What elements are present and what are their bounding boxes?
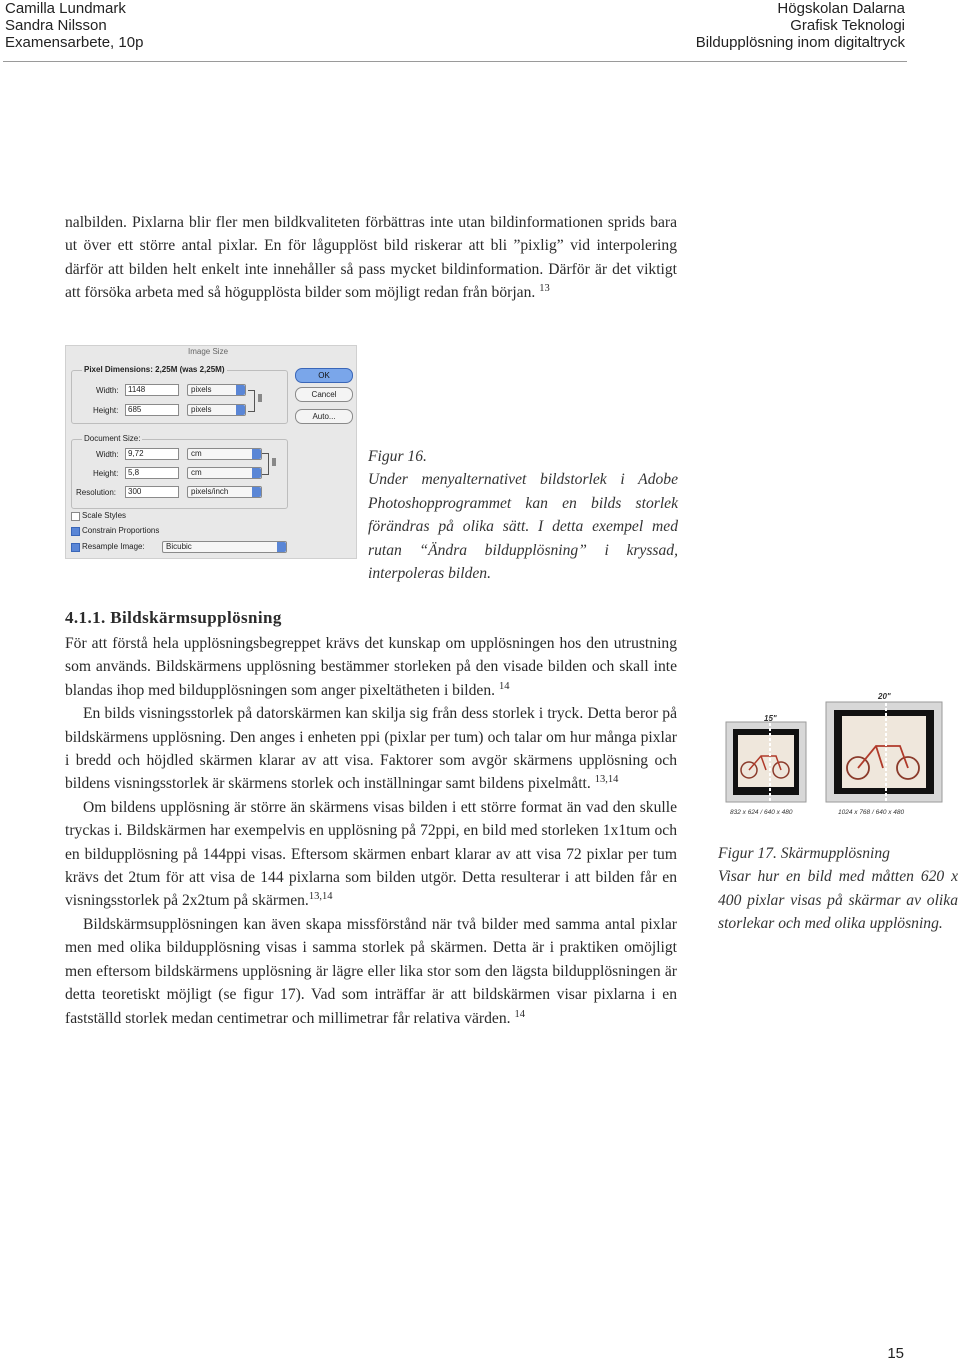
paragraph-2: En bilds visningsstorlek på datorskärmen kan skilja sig från dess storlek i tryck. Detta beror på bildskärmens upplösning. Den anges i enheten ppi (pixlar per tum) och talar om hur många pixlar i bredd och höjdled skärmen klarar av att visa. Faktorer som avgör skärmens upplösning och bildens visningsstorlek är skärmens storlek och inställningar samt bildens pixelmått. $^{13,14}$ [65, 705, 677, 793]
intro-paragraph [65, 211, 677, 305]
resample-label: Resample Image: [82, 542, 145, 551]
header-right [696, 0, 905, 51]
doc-width-label: Width: [96, 450, 119, 459]
page-number: 15 [887, 1345, 904, 1362]
small-monitor [726, 722, 806, 802]
doc-link-bracket-icon [262, 453, 269, 475]
resample-checkbox[interactable] [71, 543, 80, 552]
doc-height-input[interactable]: 5,8 [125, 467, 179, 479]
width-unit-select[interactable]: pixels [187, 384, 246, 396]
cancel-button[interactable]: Cancel [295, 387, 353, 402]
dialog-title: Image Size [188, 347, 229, 356]
small-monitor-size: 15" [764, 714, 777, 723]
auto-button[interactable]: Auto... [295, 409, 353, 424]
paragraph-1: För att förstå hela upplösningsbegreppet krävs det kunskap om upplösningen hos den utrustning som används. Bildskärmens upplösning bestämmer storleken på den visade bilden och skall inte blandas ihop med bildupplösningen som anger pixeltätheten i bilden. $^{14}$ [65, 635, 677, 699]
scale-styles-checkbox[interactable] [71, 512, 80, 521]
figure16-text: Under menyalternativet bildstorlek i Adobe Photoshopprogrammet kan en bilds storlek förändras på olika sätt. I detta exempel med rutan “Ändra bildupplösning” i kryssad, interpoleras bilden. [368, 471, 678, 583]
small-monitor-resolution: 832 x 624 / 640 x 480 [730, 809, 793, 816]
resolution-input[interactable]: 300 [125, 486, 179, 498]
school: Högskolan Dalarna [777, 0, 905, 17]
image-size-dialog [65, 345, 357, 559]
width-input[interactable]: 1148 [125, 384, 179, 396]
section-body [65, 632, 677, 1030]
paragraph-2-ref: 13,14 [594, 774, 619, 786]
figure17-caption [718, 842, 958, 936]
paragraph-4-ref: 14 [514, 1008, 525, 1020]
doc-height-unit-select[interactable]: cm [187, 467, 262, 479]
figure17-label: Figur 17. Skärmupplösning [718, 845, 890, 862]
intro-ref: 13 [539, 283, 550, 295]
paragraph-3-ref: 13,14 [308, 891, 333, 903]
figure16-caption [368, 445, 678, 585]
thesis-title: Bildupplösning inom digitaltryck [695, 34, 905, 51]
scale-styles-label: Scale Styles [82, 511, 127, 520]
paragraph-4: Bildskärmsupplösningen kan även skapa missförstånd när två bilder med samma antal pixlar men med olika bildupplösning visas i samma storlek på skärmen. Detta är i praktiken omöjligt men eftersom bildskärmens upplösning är lägre eller lika stor som den lägsta bildupplösningen är detta teoretiskt möjligt (se figur 17). Vad som inträffar är att bildskärmen visar pixlarna i en fastställd storlek medan centimetrar och millimetrar får relativa värden. $^{14}$ [65, 915, 677, 1027]
height-label: Height: [93, 406, 119, 415]
course: Examensarbete, 10p [5, 34, 144, 51]
pixel-dimensions-group [71, 370, 288, 424]
figure16-label: Figur 16. [368, 448, 427, 465]
author-1: Camilla Lundmark [5, 0, 126, 17]
doc-chain-icon [272, 458, 276, 466]
width-label: Width: [96, 386, 119, 395]
doc-width-input[interactable]: 9,72 [125, 448, 179, 460]
intro-text: nalbilden. Pixlarna blir fler men bildkvaliteten förbättras inte utan bildinformationen sprids bara ut över ett större antal pixlar. En för lågupplöst bild riskerar att bli ”pixlig” vid interpolering därför att bilden helt enkelt inte innehåller så pass mycket bildinformation. Därför är det viktigt att försöka arbeta med så högupplösta bilder som möjligt redan från början. [65, 214, 677, 302]
header-left [5, 0, 143, 51]
resample-select[interactable]: Bicubic [162, 541, 287, 553]
document-size-label: Document Size: [84, 434, 141, 443]
resolution-label: Resolution: [76, 488, 117, 497]
large-monitor [826, 702, 942, 802]
paragraph-1-ref: 14 [498, 680, 510, 692]
chain-icon [258, 394, 262, 402]
doc-width-unit-select[interactable]: cm [187, 448, 262, 460]
constrain-checkbox[interactable] [71, 527, 80, 536]
author-2: Sandra Nilsson [5, 17, 107, 34]
link-bracket-icon [248, 390, 255, 412]
header-rule [3, 61, 907, 62]
figure17-text: Visar hur en bild med måtten 620 x 400 pixlar visas på skärmar av olika storlekar och med olika upplösning. [718, 868, 958, 933]
doc-height-label: Height: [93, 469, 119, 478]
large-monitor-size: 20" [878, 692, 891, 701]
pixel-dimensions-label: Pixel Dimensions: 2,25M (was 2,25M) [84, 365, 225, 374]
paragraph-3: Om bildens upplösning är större än skärmens visas bilden i ett större format än vad den skulle tryckas i. Bildskärmen har exempelvis en upplösning på 72ppi, en bild med storleken 1x1tum och en bildupplösning på 144ppi visas. Eftersom skärmen enbart klarar av att visa 72 pixlar per tum krävs det 2tum för att visa de 144 pixlarna som bilden utgör. Detta resulterar i att bilden får en visningsstorlek på 2x2tum på skärmen.$^{13,14}$ [65, 798, 677, 910]
program: Grafisk Teknologi [790, 17, 905, 34]
height-unit-select[interactable]: pixels [187, 404, 246, 416]
large-monitor-resolution: 1024 x 768 / 640 x 480 [838, 809, 905, 816]
height-input[interactable]: 685 [125, 404, 179, 416]
ok-button[interactable]: OK [295, 368, 353, 383]
resolution-unit-select[interactable]: pixels/inch [187, 486, 262, 498]
section-title: 4.1.1. Bildskärmsupplösning [65, 608, 282, 627]
screen-resolution-figure [718, 688, 948, 818]
constrain-label: Constrain Proportions [82, 526, 160, 535]
